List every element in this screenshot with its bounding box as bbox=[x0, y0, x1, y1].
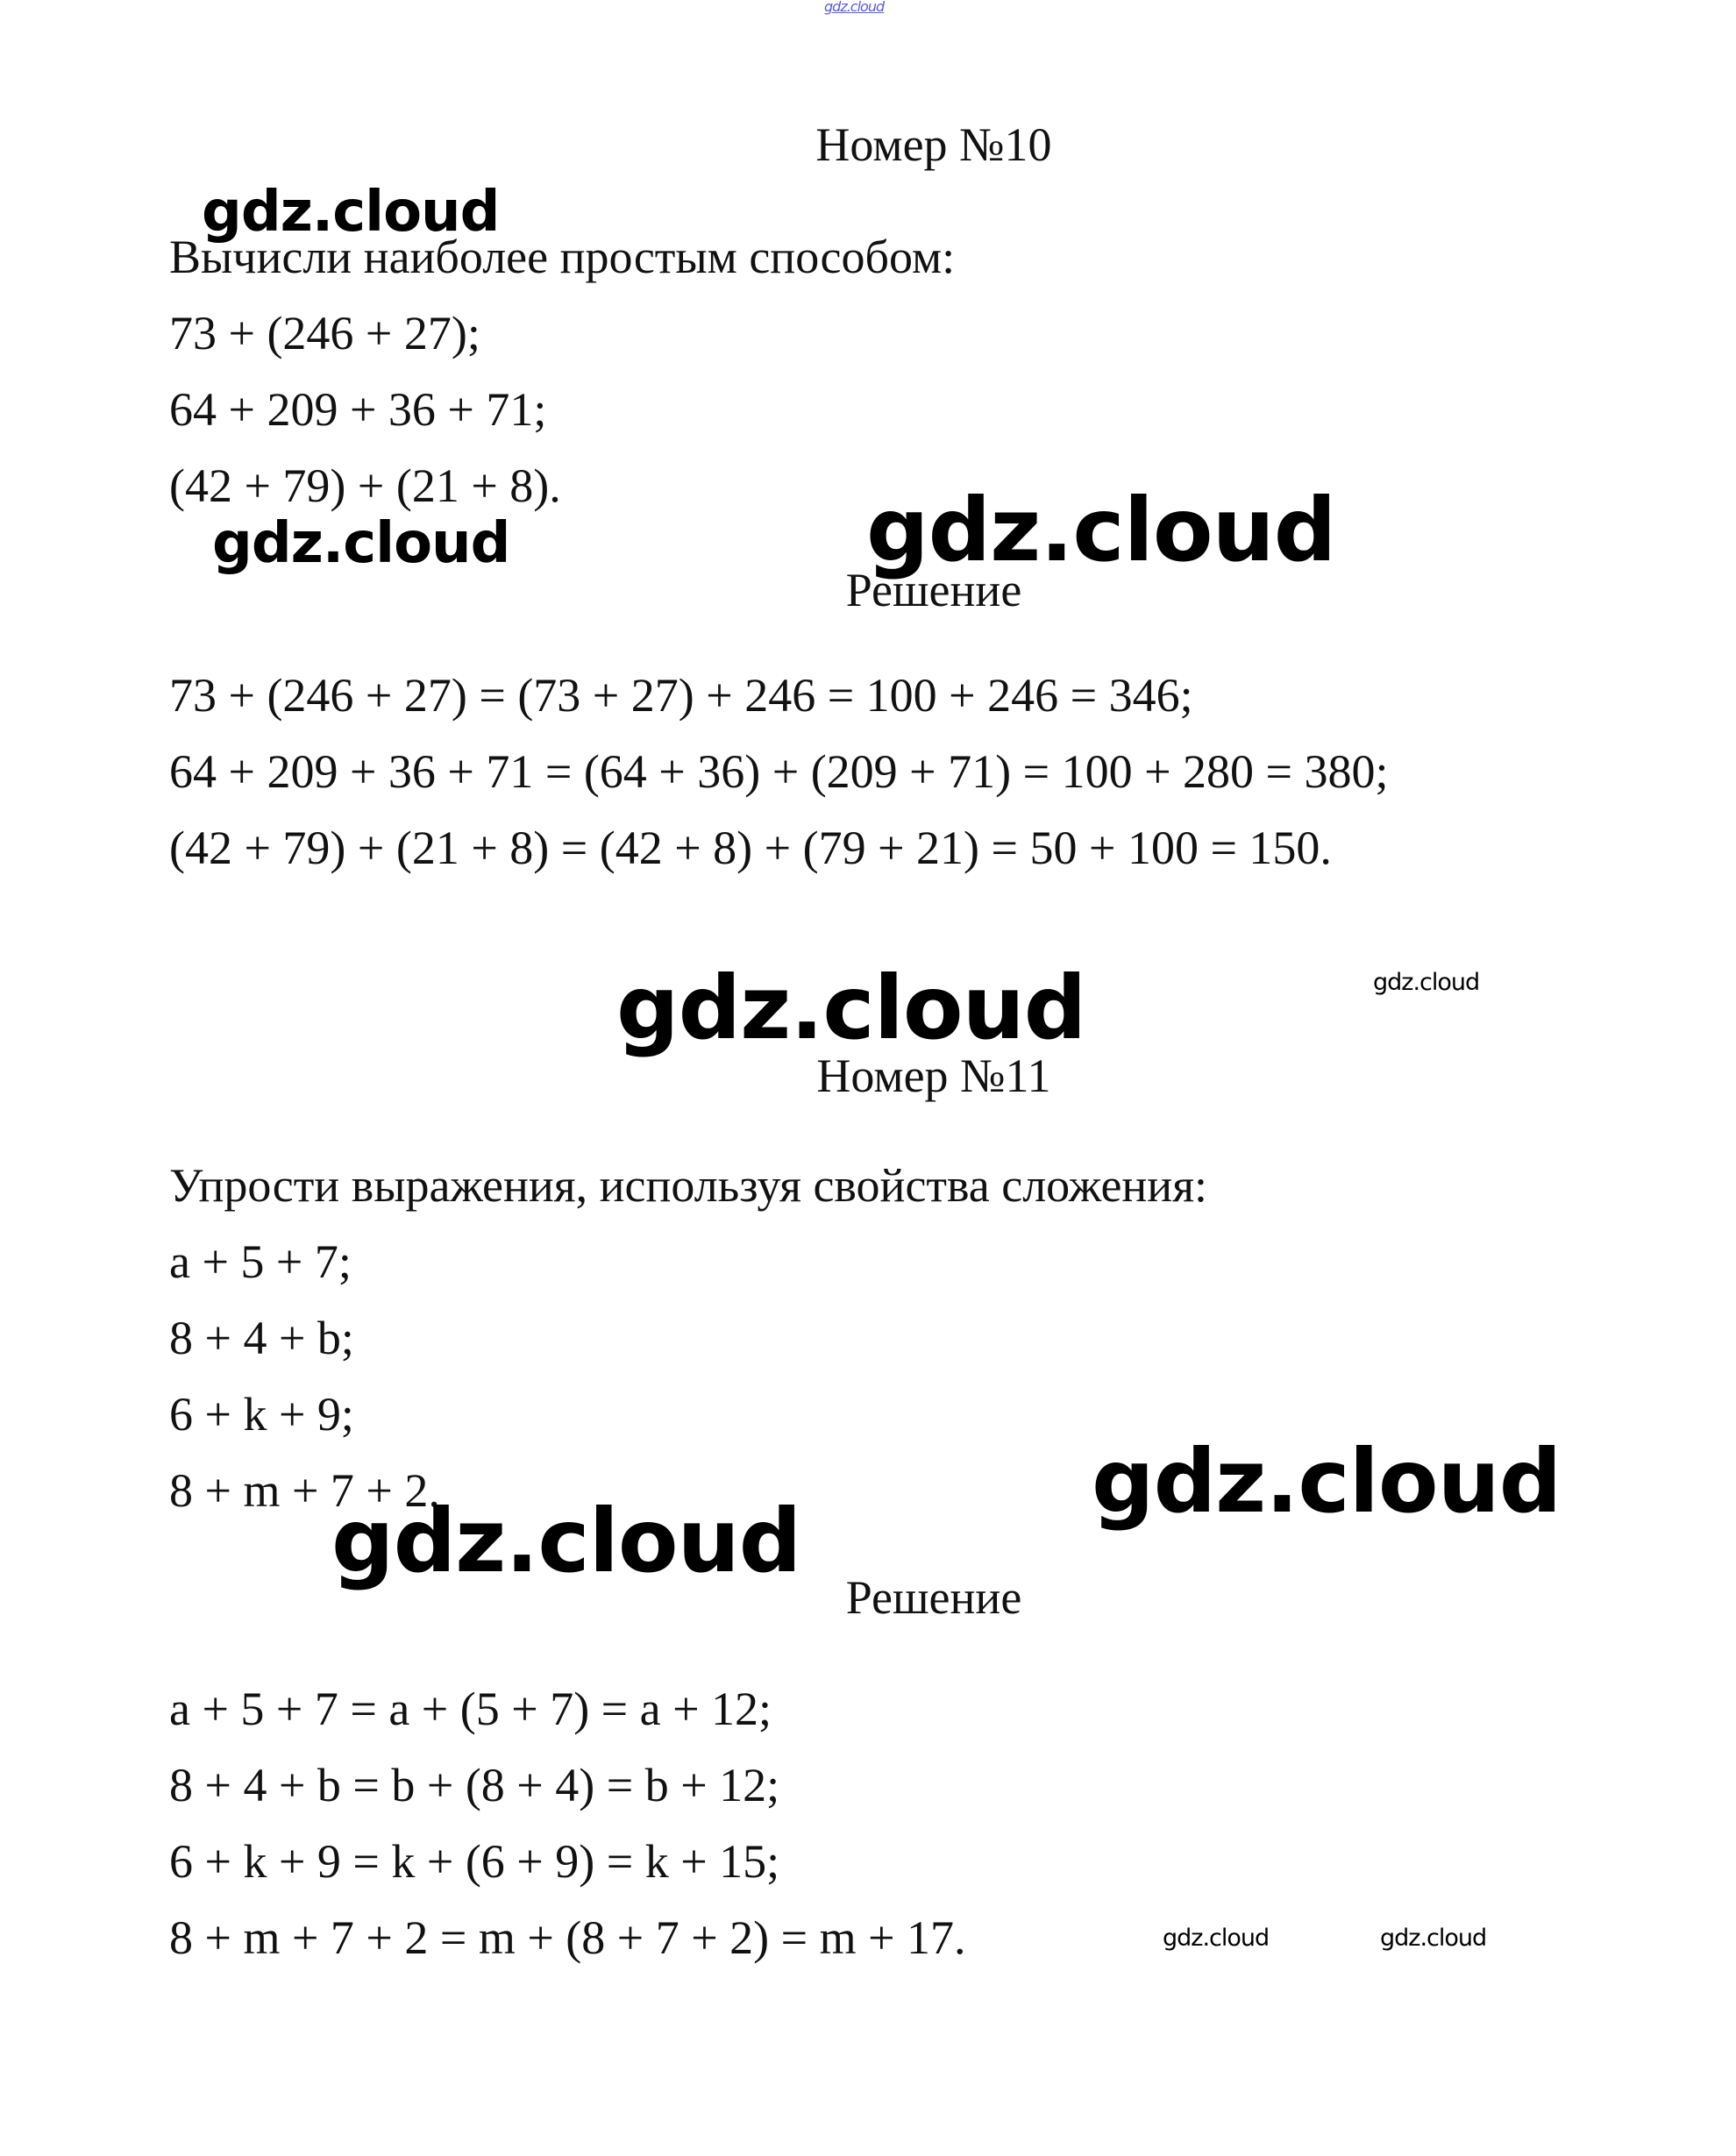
task10-expression: 64 + 209 + 36 + 71; bbox=[169, 383, 547, 436]
watermark: gdz.cloud bbox=[202, 180, 500, 245]
task11-solution-heading: Решение bbox=[845, 1571, 1022, 1624]
watermark: gdz.cloud bbox=[331, 1490, 801, 1592]
task10-solution-line: 64 + 209 + 36 + 71 = (64 + 36) + (209 + 71) = 100 + 280 = 380; bbox=[169, 745, 1389, 798]
watermark: gdz.cloud bbox=[866, 479, 1336, 581]
watermark-small: gdz.cloud bbox=[1163, 1925, 1270, 1952]
task10-prompt: Вычисли наиболее простым способом: bbox=[169, 231, 956, 283]
task10-expression: (42 + 79) + (21 + 8). bbox=[169, 459, 561, 512]
task10-solution-heading: Решение bbox=[845, 564, 1022, 616]
task10-solution-line: (42 + 79) + (21 + 8) = (42 + 8) + (79 + 21) = 50 + 100 = 150. bbox=[169, 822, 1332, 874]
task11-expression: 8 + 4 + b; bbox=[169, 1312, 354, 1364]
watermark: gdz.cloud bbox=[1092, 1430, 1562, 1533]
task11-solution-line: 6 + k + 9 = k + (6 + 9) = k + 15; bbox=[169, 1835, 780, 1888]
task11-solution-line: 8 + m + 7 + 2 = m + (8 + 7 + 2) = m + 17. bbox=[169, 1911, 966, 1964]
task11-expression: 8 + m + 7 + 2. bbox=[169, 1464, 440, 1517]
watermark-small: gdz.cloud bbox=[1380, 1925, 1487, 1952]
watermark: gdz.cloud bbox=[616, 957, 1086, 1059]
task11-expression: 6 + k + 9; bbox=[169, 1388, 354, 1441]
task10-expression: 73 + (246 + 27); bbox=[169, 307, 480, 359]
task11-prompt: Упрости выражения, используя свойства сложения: bbox=[169, 1159, 1208, 1212]
watermark-small: gdz.cloud bbox=[1373, 969, 1480, 996]
task10-heading: Номер №10 bbox=[815, 118, 1052, 171]
task11-solution-line: 8 + 4 + b = b + (8 + 4) = b + 12; bbox=[169, 1759, 780, 1811]
task11-solution-line: a + 5 + 7 = a + (5 + 7) = a + 12; bbox=[169, 1683, 772, 1735]
task10-solution-line: 73 + (246 + 27) = (73 + 27) + 246 = 100 + 246 = 346; bbox=[169, 669, 1193, 722]
watermark-top-link: gdz.cloud bbox=[824, 0, 885, 15]
watermark: gdz.cloud bbox=[212, 511, 510, 576]
task11-expression: a + 5 + 7; bbox=[169, 1235, 352, 1288]
task11-heading: Номер №11 bbox=[816, 1050, 1051, 1102]
